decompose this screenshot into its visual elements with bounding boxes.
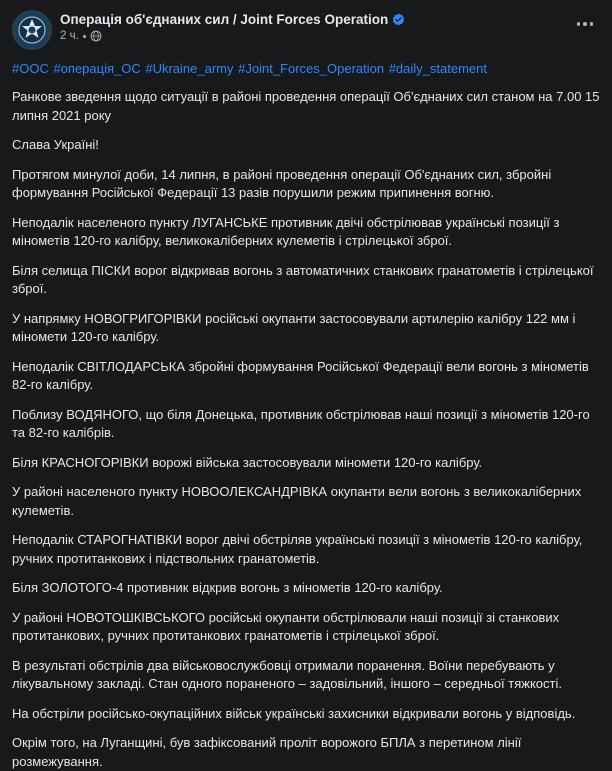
post-paragraph: Окрім того, на Луганщині, був зафіксований проліт ворожого БПЛА з перетином лінії розмежування. xyxy=(12,735,522,769)
verified-badge-icon xyxy=(392,13,405,26)
post-paragraph: Ранкове зведення щодо ситуації в районі проведення операції Об'єднаних сил станом на 7.00 15 липня 2021 року xyxy=(12,89,600,123)
post-paragraph: Слава Україні! xyxy=(12,137,99,152)
avatar[interactable] xyxy=(12,10,52,50)
post-paragraph: В результаті обстрілів два військовослужбовці отримали поранення. Воїни перебувають у лікувальному закладі. Стан одного пораненого – задовільний, іншого – середньої тяжкості. xyxy=(12,657,562,691)
post-paragraph: Біля ЗОЛОТОГО-4 противник відкрив вогонь з мінометів 120-го калібру. xyxy=(12,580,443,595)
post-paragraph: Неподалік СВІТЛОДАРСЬКА збройні формування Російської Федерації вели вогонь з мінометів 82-го калібру. xyxy=(12,358,589,392)
post-timestamp[interactable]: 2 ч. xyxy=(60,30,79,42)
post-paragraph: У районі НОВОТОШКІВСЬКОГО російські окупанти обстрілювали наші позиції зі станкових протитанкових, ручних протитанкових гранатометів і стрілецької зброї. xyxy=(12,609,560,643)
post-paragraph: У напрямку НОВОГРИГОРІВКИ російські окупанти застосовували артилерію калібру 122 мм і міномети 120-го калібру. xyxy=(12,310,576,344)
more-dot-3 xyxy=(590,22,594,26)
post-header xyxy=(12,10,600,50)
post-paragraph: Протягом минулої доби, 14 липня, в районі проведення операції Об'єднаних сил, збройні формування Російської Федерації 13 разів порушили режим припинення вогню. xyxy=(12,166,552,200)
post-header-text xyxy=(60,10,562,42)
post-paragraph: У районі населеного пункту НОВООЛЕКСАНДРІВКА окупанти вели вогонь з великокаліберних кулеметів. xyxy=(12,484,582,518)
more-dot-2 xyxy=(583,22,587,26)
post-body xyxy=(12,88,600,771)
hashtag-line[interactable]: #ООС #операція_ОС #Ukraine_army #Joint_Forces_Operation #daily_statement xyxy=(12,61,487,76)
globe-icon xyxy=(90,30,102,42)
post-paragraph: Неподалік населеного пункту ЛУГАНСЬКЕ противник двічі обстрілював українські позиції з мінометів 120-го калібру, великокаліберних кулеметів і стрілецької зброї. xyxy=(12,214,560,248)
page-name[interactable]: Операція об'єднаних сил / Joint Forces Operation xyxy=(60,12,389,27)
post-paragraph: Біля селища ПІСКИ ворог відкривав вогонь з автоматичних станкових гранатометів і стрілецької зброї. xyxy=(12,262,594,296)
post-paragraph: Поблизу ВОДЯНОГО, що біля Донецька, противник обстрілював наші позиції з мінометів 120-го та 82-го калібрів. xyxy=(12,406,590,440)
meta-separator-dot xyxy=(83,35,86,38)
more-dot-1 xyxy=(577,22,581,26)
post-paragraph: На обстріли російсько-окупаційних військ українські захисники відкривали вогонь у відповідь. xyxy=(12,705,576,721)
post-meta xyxy=(60,30,562,42)
post-paragraph: Біля КРАСНОГОРІВКИ ворожі війська застосовували міномети 120-го калібру. xyxy=(12,454,483,470)
post-paragraph: Неподалік СТАРОГНАТІВКИ ворог двічі обстріляв українські позиції з мінометів 120-го калібру, ручних протитанкових і підствольних гранатометів. xyxy=(12,532,583,566)
more-options-icon[interactable] xyxy=(570,12,600,36)
page-name-row xyxy=(60,11,562,28)
